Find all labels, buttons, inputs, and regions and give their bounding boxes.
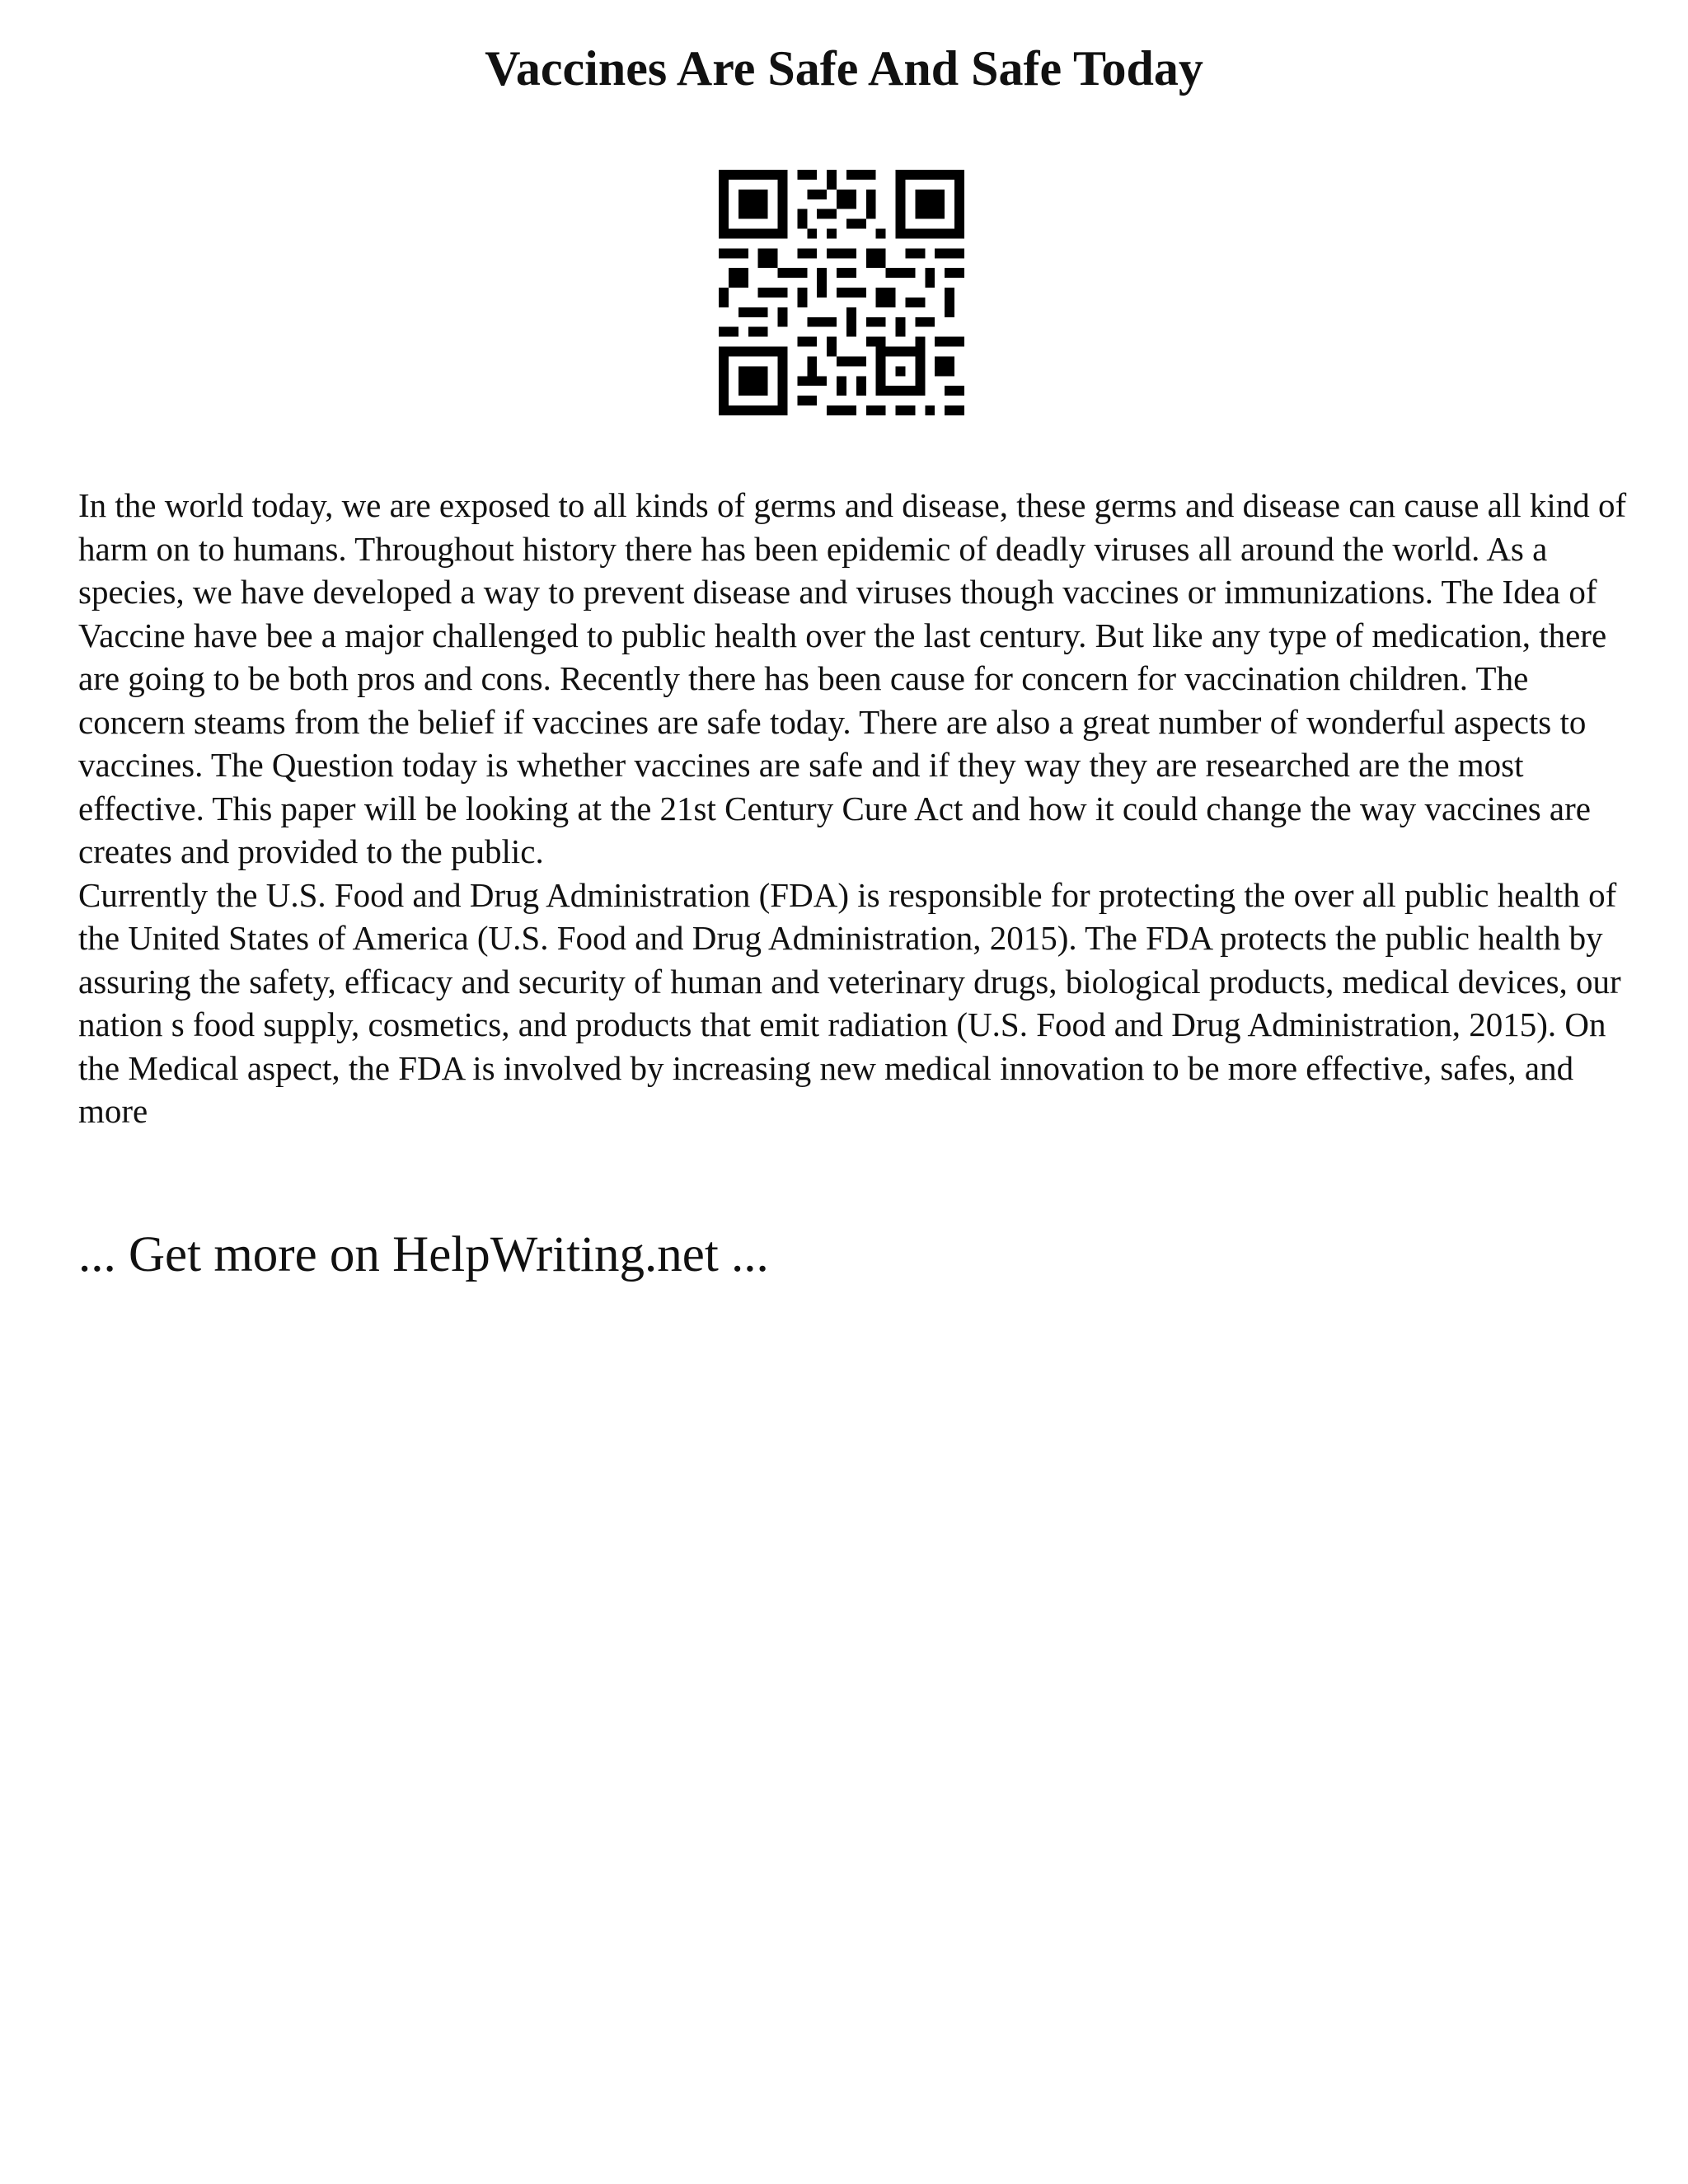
document-body bbox=[78, 484, 1628, 1133]
document-title: Vaccines Are Safe And Safe Today bbox=[485, 41, 1203, 96]
get-more-link[interactable]: ... Get more on HelpWriting.net ... bbox=[78, 1227, 769, 1282]
paragraph: In the world today, we are exposed to all kinds of germs and disease, these germs and disease can cause all kind of harm on to humans. Throughout history there has been epidemic of deadly viruses all around the world. As a species, we have developed a way to prevent disease and viruses though vaccines or immunizations. The Idea of Vaccine have bee a major challenged to public health over the last century. But like any type of medication, there are going to be both pros and cons. Recently there has been cause for concern for vaccination children. The concern steams from the belief if vaccines are safe today. There are also a great number of wonderful aspects to vaccines. The Question today is whether vaccines are safe and if they way they are researched are the most effective. This paper will be looking at the 21st Century Cure Act and how it could change the way vaccines are creates and provided to the public. bbox=[78, 486, 1627, 870]
paragraph: Currently the U.S. Food and Drug Administration (FDA) is responsible for protecting the over all public health of the United States of America (U.S. Food and Drug Administration, 2015). The FDA protects the public health by assuring the safety, efficacy and security of human and veterinary drugs, biological products, medical devices, our nation s food supply, cosmetics, and products that emit radiation (U.S. Food and Drug Administration, 2015). On the Medical aspect, the FDA is involved by increasing new medical innovation to be more effective, safes, and more bbox=[78, 875, 1621, 1130]
qr-code-icon bbox=[719, 170, 964, 415]
